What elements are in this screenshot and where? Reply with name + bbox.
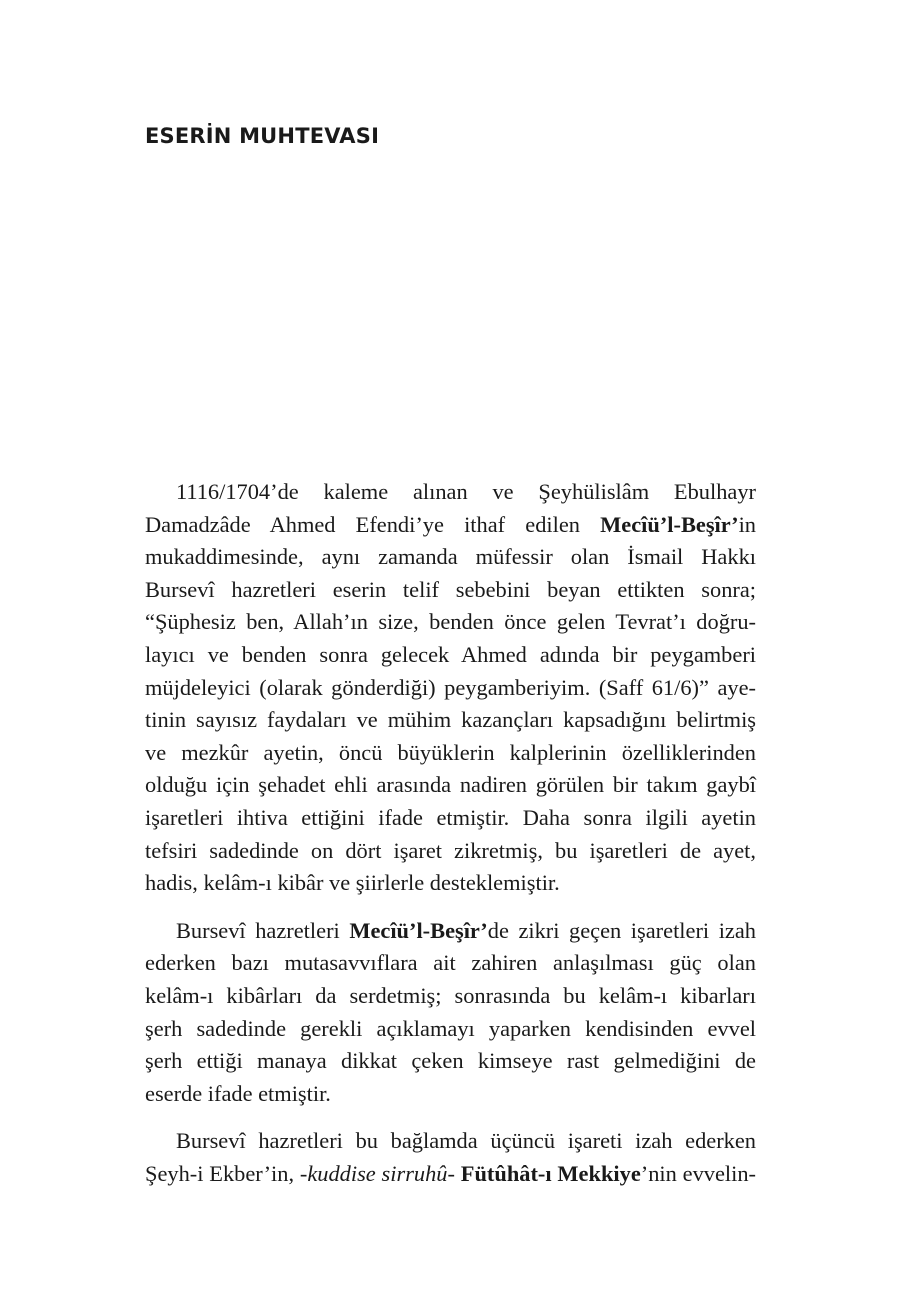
text-run: eserde ifade etmiştir. (145, 1080, 331, 1106)
text-run: - (447, 1160, 461, 1186)
text-line (145, 1158, 756, 1191)
text-run: ’nin evvelin- (640, 1160, 757, 1186)
text-run: “Şüphesiz ben, Allah’ın size, benden önce gelen Tevrat’ı doğru- (145, 609, 756, 635)
text-line (145, 704, 756, 737)
text-run: layıcı ve benden sonra gelecek Ahmed adında bir peygamberi (145, 641, 756, 667)
text-run: 1116/1704’de kaleme alınan ve Şeyhülislâm Ebulhayr (176, 479, 756, 504)
text-line (145, 1045, 756, 1078)
text-run: Bursevî hazretleri bu bağlamda üçüncü işareti izah ederken (176, 1128, 756, 1154)
text-line (145, 737, 756, 770)
bold-title: Fütûhât-ı Mekkiye (460, 1160, 641, 1186)
paragraph (145, 915, 756, 1111)
text-line (145, 980, 756, 1013)
text-run: ve mezkûr ayetin, öncü büyüklerin kalplerinin özelliklerinden (145, 739, 756, 765)
text-run: şerh sadedinde gerekli açıklamayı yaparken kendisinden evvel (145, 1015, 756, 1041)
text-run: olduğu için şehadet ehli arasında nadiren görülen bir takım gaybî (145, 772, 756, 798)
text-run: tinin sayısız faydaları ve mühim kazançları kapsadığını belirtmiş (145, 707, 756, 733)
text-line (145, 1125, 756, 1158)
text-run: işaretleri ihtiva ettiğini ifade etmiştir. Daha sonra ilgili ayetin (145, 804, 756, 830)
paragraph (145, 476, 756, 900)
text-line (145, 915, 756, 948)
text-line (145, 509, 756, 542)
text-line (145, 606, 756, 639)
text-run: şerh ettiği manaya dikkat çeken kimseye rast gelmediğini de (145, 1048, 756, 1074)
text-run: ederken bazı mutasavvıflara ait zahiren anlaşılması güç olan (145, 950, 756, 976)
text-run: Damadzâde Ahmed Efendi’ye ithaf edilen (145, 511, 601, 537)
text-run: de zikri geçen işaretleri izah (487, 917, 756, 943)
paragraph (145, 1125, 756, 1190)
text-run: Bursevî hazretleri (176, 917, 350, 943)
page-title: ESERİN MUHTEVASI (145, 124, 380, 148)
text-line (145, 639, 756, 672)
text-run: Şeyh-i Ekber’in, - (145, 1160, 308, 1186)
text-line (145, 802, 756, 835)
text-line (145, 476, 756, 509)
text-run: Bursevî hazretleri eserin telif sebebini beyan ettikten sonra; (145, 576, 756, 602)
text-line (145, 947, 756, 980)
text-line (145, 835, 756, 868)
text-run: müjdeleyici (olarak gönderdiği) peygamberiyim. (Saff 61/6)” aye- (145, 674, 756, 700)
text-line (145, 867, 756, 900)
body-text (145, 476, 756, 1205)
italic-phrase: kuddise sirruhû (307, 1160, 448, 1186)
text-line (145, 1078, 756, 1111)
text-run: hadis, kelâm-ı kibâr ve şiirlerle desteklemiştir. (145, 870, 560, 896)
text-line (145, 574, 756, 607)
text-run: kelâm-ı kibârları da serdetmiş; sonrasında bu kelâm-ı kibarları (145, 982, 756, 1008)
bold-title: Mecîü’l-Beşîr’ (349, 917, 488, 943)
text-run: mukaddimesinde, aynı zamanda müfessir olan İsmail Hakkı (145, 544, 756, 570)
text-run: in (738, 511, 756, 537)
text-line (145, 672, 756, 705)
text-run: tefsiri sadedinde on dört işaret zikretmiş, bu işaretleri de ayet, (145, 837, 756, 863)
text-line (145, 541, 756, 574)
bold-title: Mecîü’l-Beşîr’ (600, 511, 739, 537)
text-line (145, 769, 756, 802)
text-line (145, 1013, 756, 1046)
